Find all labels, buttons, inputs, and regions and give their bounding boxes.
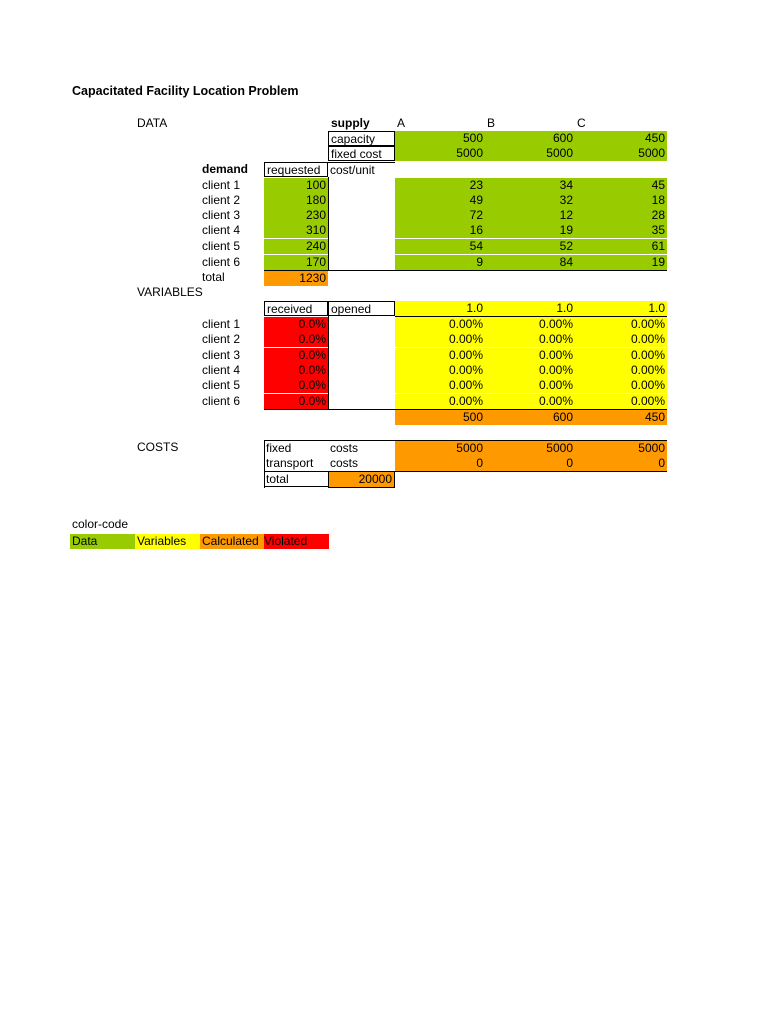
facility-a-header: A — [397, 116, 406, 130]
fixed-cost-c[interactable]: 5000 — [575, 146, 667, 161]
var-client-name: client 5 — [202, 378, 241, 392]
capacity-label: capacity — [328, 131, 395, 146]
cost-unit-value[interactable]: 28 — [575, 208, 667, 223]
transport-cost-b[interactable]: 0 — [485, 456, 575, 471]
cost-unit-value[interactable]: 34 — [485, 178, 575, 193]
cost-unit-value[interactable]: 16 — [395, 223, 485, 238]
requested-value[interactable]: 180 — [264, 193, 328, 208]
allocation-value[interactable]: 0.00% — [575, 348, 667, 363]
facility-c-header: C — [577, 116, 586, 130]
requested-label: requested — [264, 162, 328, 177]
received-value[interactable]: 0.0% — [264, 348, 328, 363]
received-value[interactable]: 0.0% — [264, 363, 328, 378]
divider — [328, 316, 329, 409]
cost-unit-value[interactable]: 84 — [485, 255, 575, 270]
transport-cost-a[interactable]: 0 — [395, 456, 485, 471]
legend-calculated: Calculated — [200, 534, 264, 549]
fixed-cost-total-b[interactable]: 5000 — [485, 441, 575, 456]
capacity-used-b[interactable]: 600 — [485, 410, 575, 425]
data-client-name: client 4 — [202, 223, 241, 237]
allocation-value[interactable]: 0.00% — [575, 394, 667, 409]
cost-unit-value[interactable]: 45 — [575, 178, 667, 193]
allocation-value[interactable]: 0.00% — [485, 378, 575, 393]
total-requested[interactable]: 1230 — [264, 271, 328, 286]
received-value[interactable]: 0.0% — [264, 317, 328, 332]
legend-violated: Violated — [264, 534, 329, 549]
legend-variables: Variables — [135, 534, 200, 549]
fixed-label: fixed — [266, 441, 292, 455]
data-client-name: client 5 — [202, 239, 241, 253]
demand-label: demand — [202, 162, 249, 176]
costs-section-label: COSTS — [137, 440, 179, 454]
cost-unit-value[interactable]: 72 — [395, 208, 485, 223]
cost-unit-value[interactable]: 54 — [395, 239, 485, 254]
var-client-name: client 6 — [202, 394, 241, 408]
cost-unit-value[interactable]: 35 — [575, 223, 667, 238]
cost-unit-value[interactable]: 18 — [575, 193, 667, 208]
allocation-value[interactable]: 0.00% — [575, 332, 667, 347]
cost-unit-value[interactable]: 23 — [395, 178, 485, 193]
fixed-costs-label: costs — [330, 441, 359, 455]
requested-value[interactable]: 170 — [264, 255, 328, 270]
allocation-value[interactable]: 0.00% — [575, 317, 667, 332]
transport-costs-label: costs — [330, 456, 359, 470]
allocation-value[interactable]: 0.00% — [485, 348, 575, 363]
capacity-c[interactable]: 450 — [575, 131, 667, 146]
var-client-name: client 4 — [202, 363, 241, 377]
data-client-name: client 3 — [202, 208, 241, 222]
data-client-name: client 2 — [202, 193, 241, 207]
fixed-cost-a[interactable]: 5000 — [395, 146, 485, 161]
received-value[interactable]: 0.0% — [264, 378, 328, 393]
requested-value[interactable]: 240 — [264, 239, 328, 254]
transport-cost-c[interactable]: 0 — [575, 456, 667, 471]
cost-unit-value[interactable]: 52 — [485, 239, 575, 254]
var-client-name: client 3 — [202, 348, 241, 362]
data-section-label: DATA — [137, 116, 168, 130]
allocation-value[interactable]: 0.00% — [485, 363, 575, 378]
allocation-value[interactable]: 0.00% — [485, 317, 575, 332]
received-value[interactable]: 0.0% — [264, 332, 328, 347]
received-label: received — [264, 301, 328, 316]
cost-unit-value[interactable]: 12 — [485, 208, 575, 223]
requested-value[interactable]: 230 — [264, 208, 328, 223]
data-client-name: client 1 — [202, 178, 241, 192]
cost-unit-value[interactable]: 61 — [575, 239, 667, 254]
variables-section-label: VARIABLES — [137, 285, 203, 299]
cost-unit-value[interactable]: 19 — [485, 223, 575, 238]
costs-total-value[interactable]: 20000 — [328, 471, 395, 488]
capacity-used-c[interactable]: 450 — [575, 410, 667, 425]
capacity-b[interactable]: 600 — [485, 131, 575, 146]
cost-unit-value[interactable]: 32 — [485, 193, 575, 208]
capacity-used-a[interactable]: 500 — [395, 410, 485, 425]
allocation-value[interactable]: 0.00% — [575, 378, 667, 393]
cost-unit-label: cost/unit — [328, 162, 395, 177]
transport-label: transport — [266, 456, 314, 470]
opened-label: opened — [328, 301, 395, 316]
var-client-name: client 1 — [202, 317, 241, 331]
allocation-value[interactable]: 0.00% — [395, 317, 485, 332]
allocation-value[interactable]: 0.00% — [395, 348, 485, 363]
facility-b-header: B — [487, 116, 496, 130]
requested-value[interactable]: 100 — [264, 178, 328, 193]
legend-label: color-code — [72, 517, 129, 531]
data-client-name: client 6 — [202, 255, 241, 269]
page-title: Capacitated Facility Location Problem — [72, 84, 299, 98]
var-client-name: client 2 — [202, 332, 241, 346]
allocation-value[interactable]: 0.00% — [395, 363, 485, 378]
opened-c[interactable]: 1.0 — [575, 301, 667, 316]
fixed-cost-b[interactable]: 5000 — [485, 146, 575, 161]
allocation-value[interactable]: 0.00% — [395, 378, 485, 393]
fixed-cost-label: fixed cost — [328, 146, 395, 161]
allocation-value[interactable]: 0.00% — [575, 363, 667, 378]
opened-b[interactable]: 1.0 — [485, 301, 575, 316]
fixed-cost-total-c[interactable]: 5000 — [575, 441, 667, 456]
allocation-value[interactable]: 0.00% — [485, 394, 575, 409]
opened-a[interactable]: 1.0 — [395, 301, 485, 316]
requested-value[interactable]: 310 — [264, 223, 328, 238]
cost-unit-value[interactable]: 49 — [395, 193, 485, 208]
fixed-cost-total-a[interactable]: 5000 — [395, 441, 485, 456]
divider — [328, 177, 329, 270]
costs-total-label: total — [264, 472, 328, 487]
cost-unit-value[interactable]: 19 — [575, 255, 667, 270]
cost-unit-value[interactable]: 9 — [395, 255, 485, 270]
allocation-value[interactable]: 0.00% — [485, 332, 575, 347]
capacity-a[interactable]: 500 — [395, 131, 485, 146]
allocation-value[interactable]: 0.00% — [395, 332, 485, 347]
allocation-value[interactable]: 0.00% — [395, 394, 485, 409]
supply-label: supply — [331, 116, 370, 130]
data-total-label: total — [202, 270, 225, 284]
legend-data: Data — [70, 534, 135, 549]
received-value[interactable]: 0.0% — [264, 394, 328, 409]
